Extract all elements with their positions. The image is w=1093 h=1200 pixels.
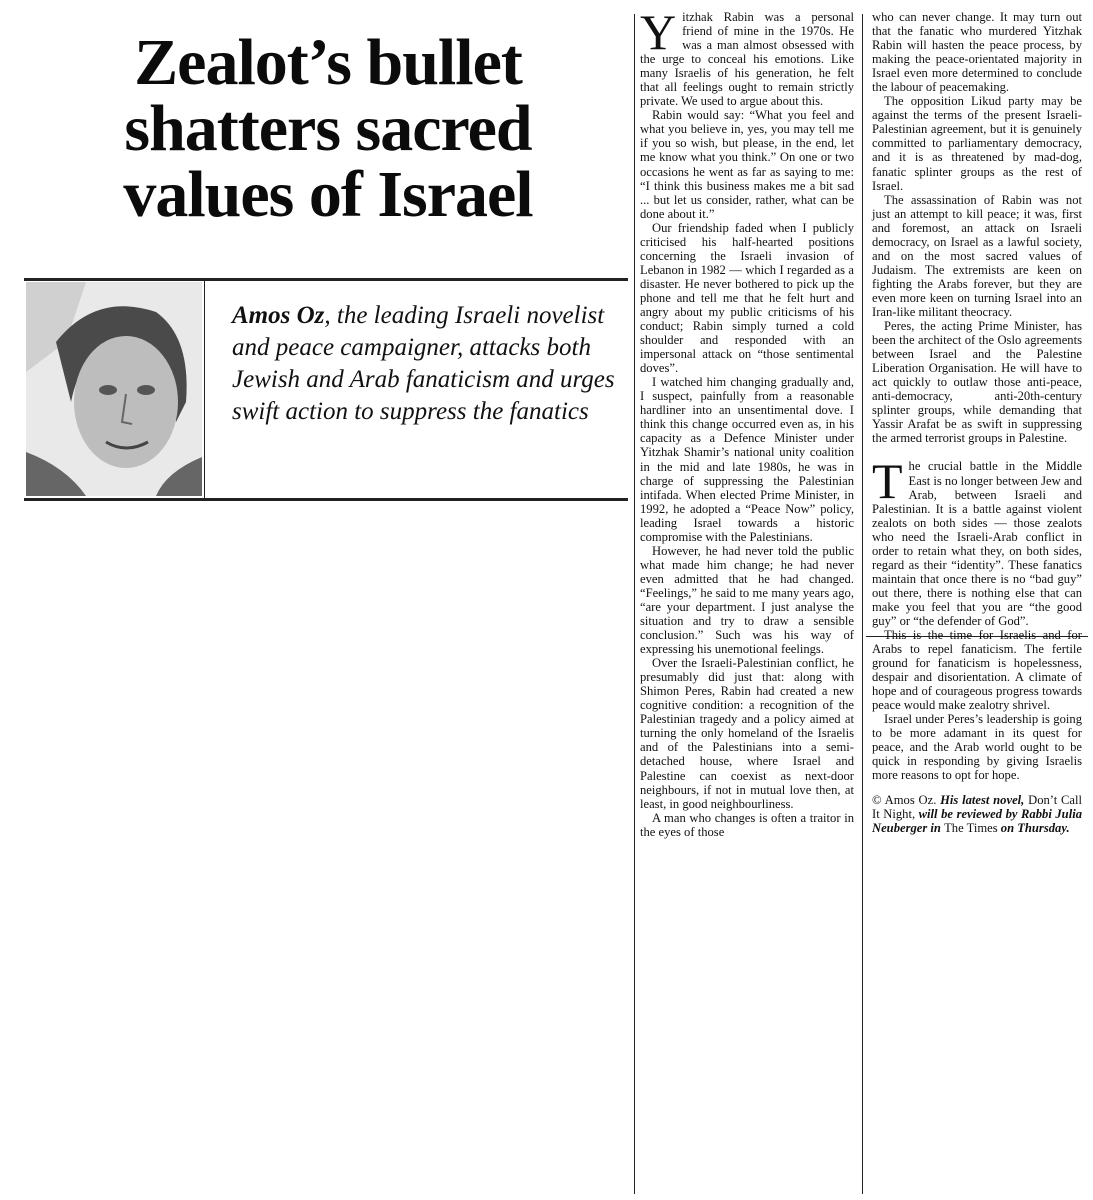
article-column-2 (872, 10, 1082, 835)
credit-paper-name: The Times (944, 820, 998, 835)
paragraph: who can never change. It may turn out that the fanatic who murdered Yitzhak Rabin will hasten the peace process, by making the peace-orientated majority in Israel even more determined to conclude the labour of peacemaking. (872, 10, 1082, 95)
standfirst-author: Amos Oz (232, 302, 325, 329)
article-column-1 (640, 4, 854, 839)
standfirst-text: , the leading Israeli novelist and peace campaigner, attacks both Jewish and Arab fanaticism and urges swift action to suppress the fanatics (232, 302, 615, 425)
paragraph: Rabin would say: “What you feel and what you believe in, yes, you may tell me if you so wish, but please, in the end, let me know what you think.” On one or two occasions he went as far as saying to me: “I think this business makes me a bit sad ... but let us consider, rather, what can be done about it.” (640, 108, 854, 221)
paragraph: Peres, the acting Prime Minister, has been the architect of the Oslo agreements between Israel and the Palestine Liberation Organisation. He will have to act quickly to outlaw those anti-peace, anti-democracy, anti-20th-century splinter groups, while demanding that Yassir Arafat be as swift in suppressing the armed terrorist groups in Palestine. (872, 319, 1082, 446)
top-rule (24, 278, 628, 281)
drop-cap: Y (640, 4, 677, 60)
credit-copyright: © Amos Oz. (872, 792, 937, 807)
paragraph: I watched him changing gradually and, I suspect, painfully from a reasonable hardliner into an unsentimental dove. I think this change occurred even as, in his capacity as a Defence Minister under Yitzhak Shamir’s national unity coalition in the mid and late 1980s, he was in charge of suppressing the Palestinian intifada. When elected Prime Minister, in 1992, he adopted a “Peace Now” policy, leading Israel towards a historic compromise with the Palestinians. (640, 375, 854, 544)
credit-italic-3: on Thursday. (997, 820, 1070, 835)
headline-line-3: values of Israel (123, 158, 533, 231)
author-photo (26, 282, 202, 496)
headline-line-1: Zealot’s bullet (134, 26, 522, 99)
paragraph (872, 453, 1083, 628)
drop-cap: T (872, 453, 903, 510)
headline-line-2: shatters sacred (124, 92, 532, 165)
paragraph: However, he had never told the public what made him change; he had never even admitted that he had changed. “Feelings,” he said to me many years ago, “are your department. I just analyse the situation and try to draw a sensible conclusion.” Such was his way of expressing his unemotional feelings. (640, 543, 854, 657)
paragraph: The opposition Likud party may be against the terms of the present Israeli-Palestinian agreement, but it is genuinely committed to parliamentary democracy, and it is as threatened by mad-dog, fanatic splinter groups as the rest of Israel. (872, 94, 1082, 193)
paragraph: The assassination of Rabin was not just an attempt to kill peace; it was, first and foremost, an attack on Israeli democracy, on Israel as a lawful society, and on the most sacred values of Judaism. The extremists are keen on fighting the Arabs forever, but they are even more keen on turning Israel into an Iran-like militant theocracy. (872, 192, 1082, 319)
paragraph: This is the time for Israelis and for Arabs to repel fanaticism. The fertile ground for fanaticism is hopelessness, despair and disorientation. A climate of hope and of courageous progress towards peace would make zealotry shrivel. (872, 628, 1082, 713)
credit-italic-2: will be reviewed by Rabbi Julia Neuberger in (872, 806, 1082, 835)
paragraph: A man who changes is often a traitor in the eyes of those (640, 810, 854, 839)
paragraph: Our friendship faded when I publicly criticised his half-hearted positions concerning the Israeli invasion of Lebanon in 1982 — which I regarded as a disaster. He never bothered to pick up the phone and tell me that he felt hurt and angry about my public criticisms of his conduct; Rabin simply turned a cold shoulder and responded with an impersonal attack on “those sentimental doves”. (640, 220, 854, 376)
author-credit (872, 793, 1082, 835)
paragraph: Israel under Peres’s leadership is going to be more adamant in its quest for peace, and the Arab world ought to be quick in responding by giving Israelis more reasons to opt for hope. (872, 712, 1082, 783)
paragraph: Over the Israeli-Palestinian conflict, he presumably did just that: along with Shimon Peres, Rabin had created a new cognitive condition: a recognition of the Palestinian tragedy and a policy aimed at turning the only homeland of the Israelis and of the Palestinians into a semi-detached house, where Israel and Palestine can coexist as next-door neighbours, if not in mutual love then, at least, in good neighbourliness. (640, 656, 854, 811)
headline (38, 26, 618, 231)
paragraph (640, 4, 854, 109)
photo-divider (204, 281, 205, 498)
column-divider-right (862, 14, 863, 1194)
credit-italic-1: His latest novel, (936, 792, 1029, 807)
credit-book-title: Don’t Call It Night, (872, 792, 1083, 821)
column-divider-left (634, 14, 635, 1194)
standfirst (232, 300, 622, 428)
bottom-rule (24, 498, 628, 501)
paragraph-text: itzhak Rabin was a personal friend of mine in the 1970s. He was a man almost obsessed with the urge to conceal his emotions. Like many Israelis of his generation, he felt that all feelings ought to remain strictly private. We used to argue about this. (640, 10, 854, 109)
paragraph-text: he crucial battle in the Middle East is no longer between Jew and Arab, between Israeli and Palestinian. It is a battle against violent zealots on both sides — those zealots who need the Israeli-Arab conflict in order to retain what they, on both sides, regard as their “identity”. These fanatics maintain that once there is no “bad guy” out there, there is nothing else that can make you feel that you are “the good guy” or “the defender of God”. (872, 459, 1083, 628)
